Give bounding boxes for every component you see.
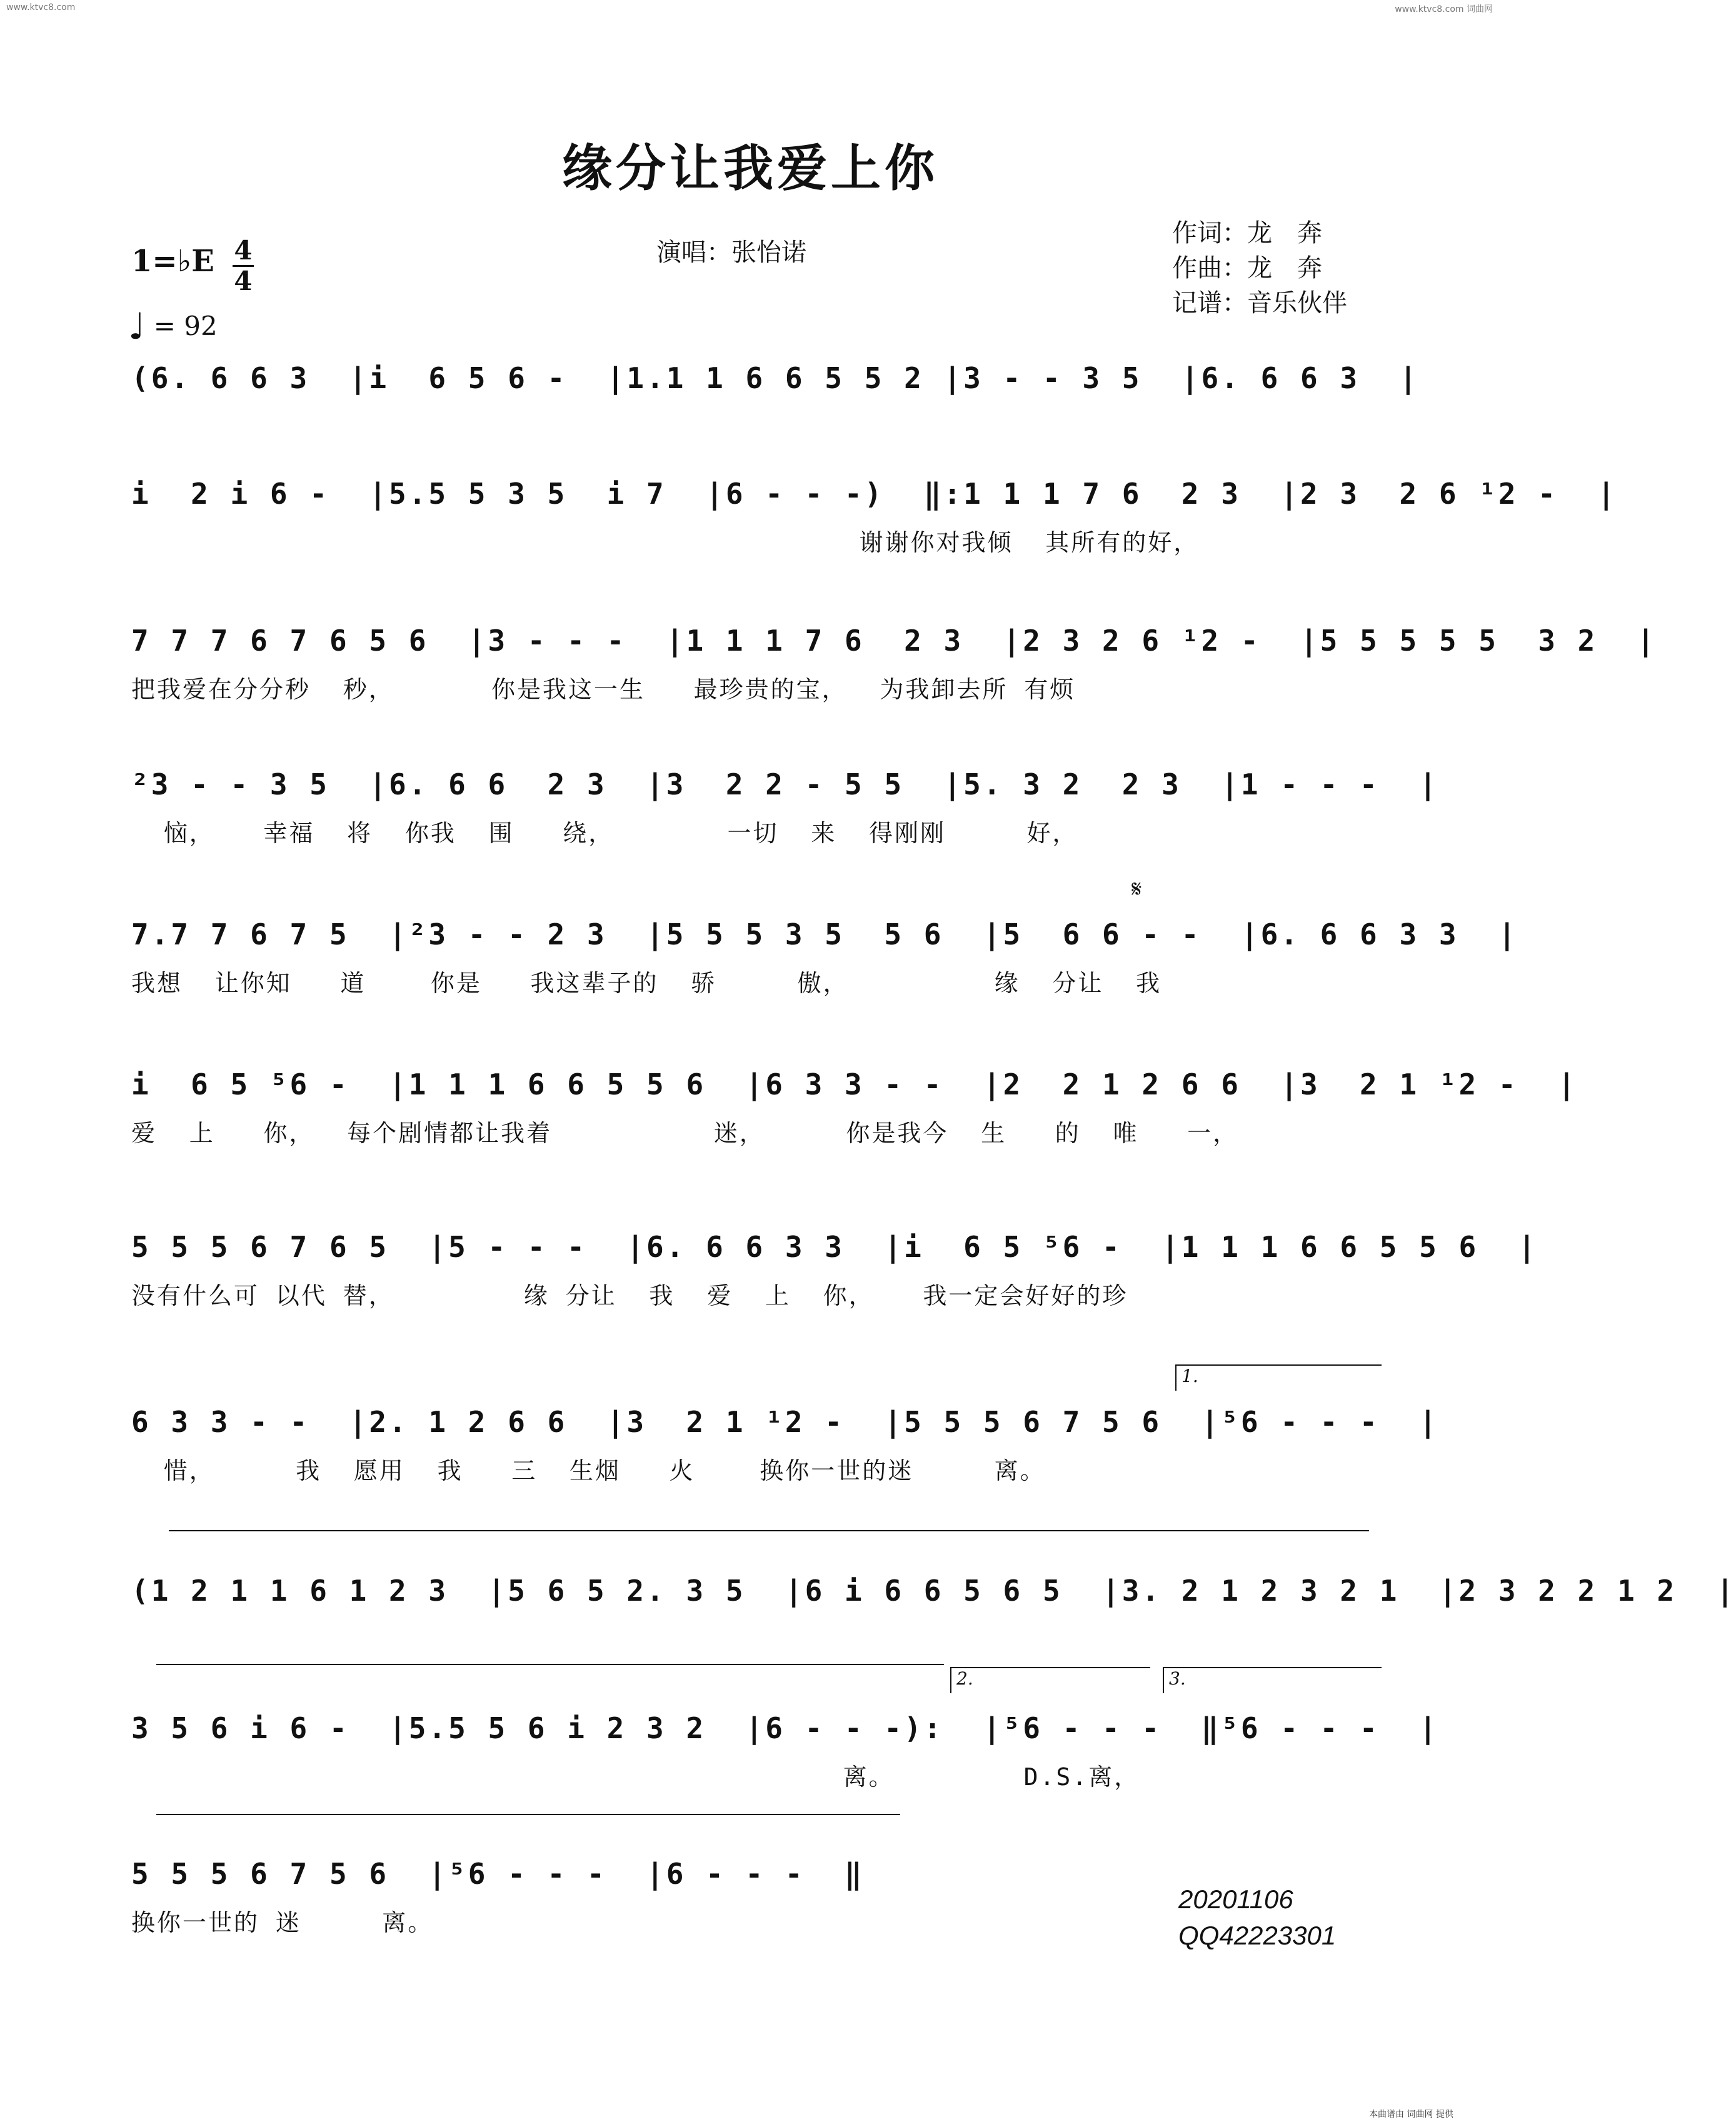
notation-line: i 6 5 ⁵6 - |1 1 1 6 6 5 5 6 |6 3 3 - - |2 2 1 2 6 6 |3 2 1 ¹2 - |	[131, 1068, 1578, 1101]
time-signature	[233, 236, 254, 296]
volta-bracket-1: 1.	[1175, 1364, 1382, 1391]
tempo-value: = 92	[153, 311, 218, 341]
transcriber-credit: 记谱：音乐伙伴	[1172, 289, 1347, 318]
lyricist-credit: 作词：龙 奔	[1172, 219, 1322, 248]
lyric-line: 换你一世的 迷 离。	[131, 1909, 434, 1936]
volta-bracket-3: 3.	[1163, 1667, 1382, 1693]
lyric-line: 惜， 我 愿用 我 三 生烟 火 换你一世的迷 离。	[131, 1457, 1046, 1484]
section-rule	[156, 1664, 944, 1665]
date-line: 20201106	[1178, 1884, 1293, 1914]
quarter-note-icon: ♩	[128, 305, 146, 348]
notation-line: ²3 - - 3 5 |6. 6 6 2 3 |3 2 2 - 5 5 |5. 3 2 2 3 |1 - - - |	[131, 768, 1439, 801]
volta-bracket-2: 2.	[950, 1667, 1150, 1693]
notation-line: 7 7 7 6 7 6 5 6 |3 - - - |1 1 1 7 6 2 3 |2 3 2 6 ¹2 - |5 5 5 5 5 3 2 |	[131, 624, 1657, 658]
lyric-line: 谢谢你对我倾 其所有的好，	[131, 529, 1200, 556]
qq-line: QQ42223301	[1178, 1921, 1337, 1950]
composer-credit: 作曲：龙 奔	[1172, 254, 1322, 283]
lyric-line: 离。 D.S.离，	[131, 1763, 1140, 1791]
credits-block	[1172, 216, 1347, 321]
notation-line: 5 5 5 6 7 6 5 |5 - - - |6. 6 6 3 3 |i 6 5 ⁵6 - |1 1 1 6 6 5 5 6 |	[131, 1230, 1538, 1264]
key-signature: 1=♭E	[131, 244, 214, 279]
notation-line: i 2 i 6 - |5.5 5 3 5 i 7 |6 - - -) ‖:1 1 1 7 6 2 3 |2 3 2 6 ¹2 - |	[131, 477, 1618, 511]
notation-line: 5 5 5 6 7 5 6 |⁵6 - - - |6 - - - ‖	[131, 1857, 865, 1891]
song-title: 缘分让我爱上你	[562, 139, 938, 198]
lyric-line: 没有什么可 以代 替， 缘 分让 我 爱 上 你， 我一定会好好的珍	[131, 1282, 1128, 1309]
notation-line: 3 5 6 i 6 - |5.5 5 6 i 2 3 2 |6 - - -): |⁵6 - - - ‖⁵6 - - - |	[131, 1711, 1439, 1745]
notation-line: 6 3 3 - - |2. 1 2 6 6 |3 2 1 ¹2 - |5 5 5 6 7 5 6 |⁵6 - - - |	[131, 1405, 1439, 1439]
site-watermark-right: www.ktvc8.com 词曲网	[1395, 4, 1493, 14]
segno-icon: 𝄋	[1131, 875, 1142, 903]
meter-bottom: 4	[234, 266, 253, 296]
singer-credit: 演唱：张怡诺	[656, 238, 806, 267]
tempo-marking	[128, 305, 218, 348]
lyric-line: 爱 上 你， 每个剧情都让我着 迷， 你是我今 生 的 唯 一，	[131, 1119, 1239, 1147]
notation-line: 7.7 7 6 7 5 |²3 - - 2 3 |5 5 5 3 5 5 6 |5 6 6 - - |6. 6 6 3 3 |	[131, 918, 1518, 951]
section-rule	[156, 1814, 900, 1815]
notation-line: (6. 6 6 3 |i 6 5 6 - |1.1 1 6 6 5 5 2 |3 - - 3 5 |6. 6 6 3 |	[131, 361, 1420, 395]
footer-credit: 本曲谱由 词曲网 提供	[1369, 2109, 1453, 2119]
meter-top: 4	[234, 235, 253, 266]
lyric-line: 把我爱在分分秒 秒， 你是我这一生 最珍贵的宝， 为我卸去所 有烦	[131, 676, 1076, 703]
section-rule	[169, 1530, 1369, 1531]
notation-line: (1 2 1 1 6 1 2 3 |5 6 5 2. 3 5 |6 i 6 6 5 6 5 |3. 2 1 2 3 2 1 |2 3 2 2 1 2 |	[131, 1574, 1736, 1608]
lyric-line: 恼， 幸福 将 你我 围 绕， 一切 来 得刚刚 好，	[131, 819, 1078, 847]
site-watermark-left: www.ktvc8.com	[6, 3, 76, 13]
date-stamp	[1178, 1881, 1336, 1954]
lyric-line: 我想 让你知 道 你是 我这辈子的 骄 傲， 缘 分让 我	[131, 969, 1162, 997]
